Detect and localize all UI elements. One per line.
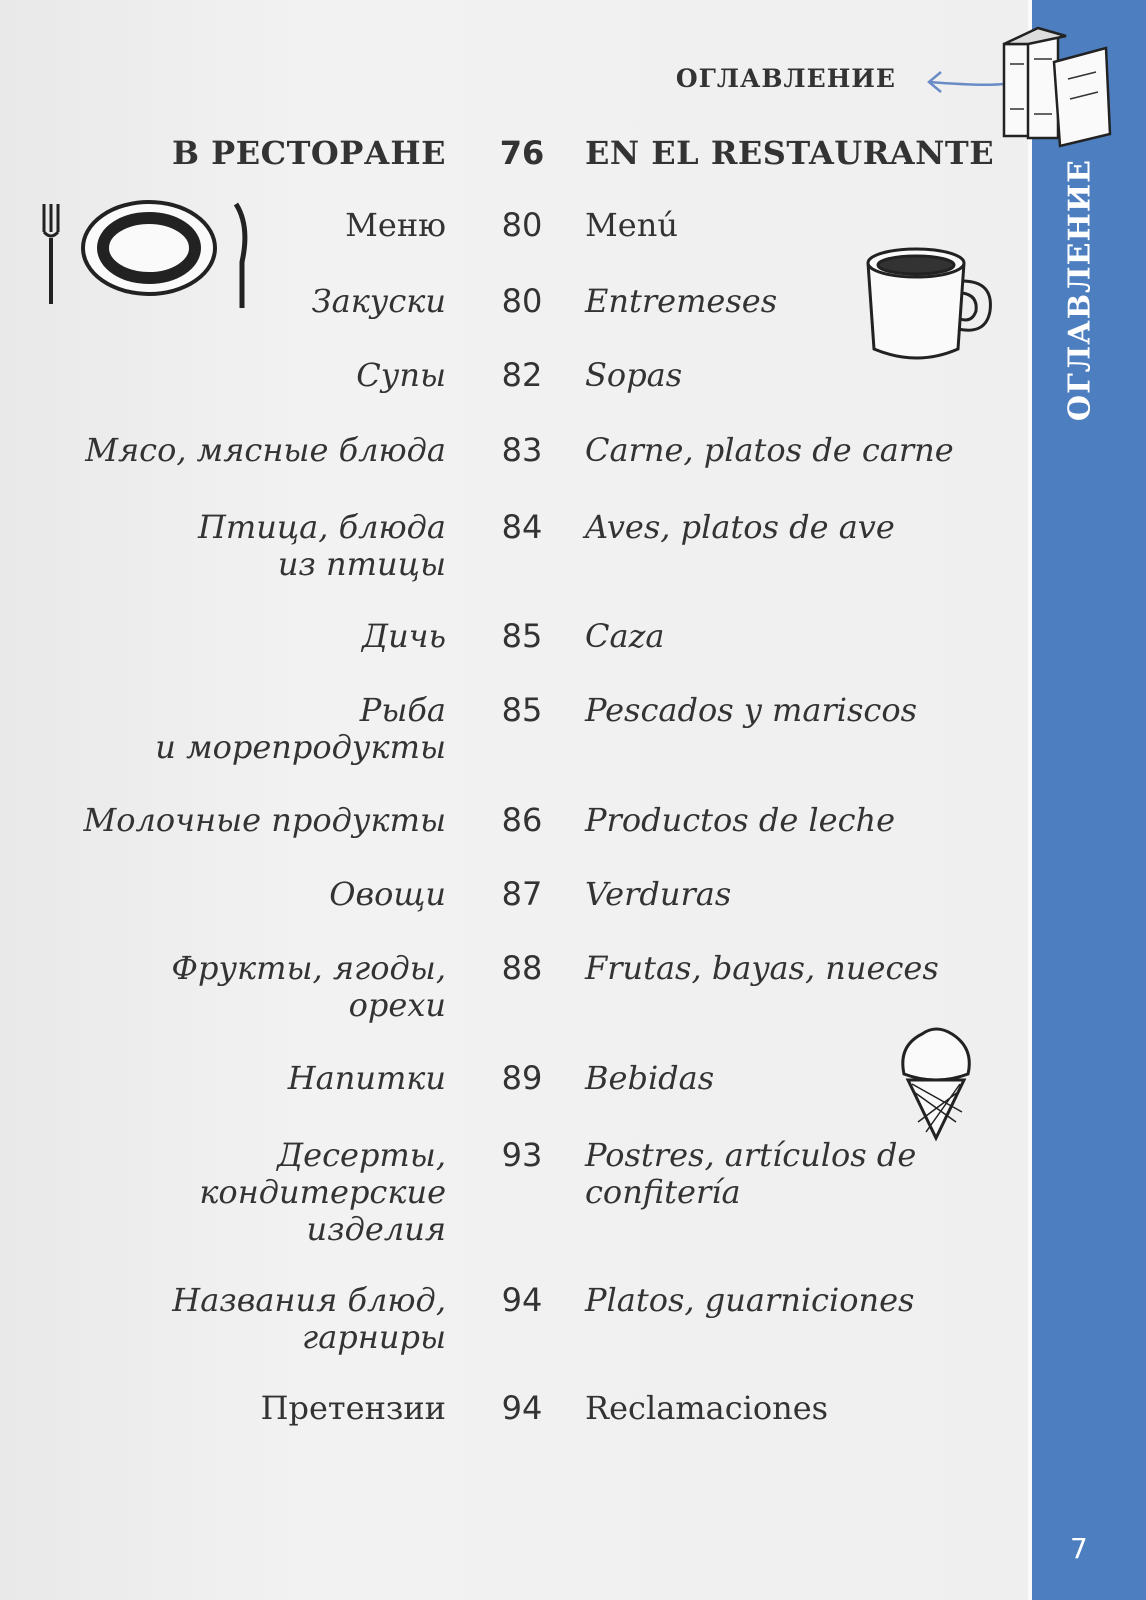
entry-es: Aves, platos de ave — [585, 508, 895, 546]
entry-ru: Мясо, мясные блюда — [85, 431, 446, 469]
entry-page: 93 — [501, 1136, 543, 1174]
entry-ru: Напитки — [287, 1059, 446, 1097]
entry-ru — [172, 1282, 446, 1356]
entry-es: Productos de leche — [585, 801, 896, 839]
entry-es: Menú — [585, 206, 678, 244]
entry-page: 85 — [501, 691, 543, 729]
entry-ru: Меню — [345, 206, 446, 244]
entry-es: Caza — [585, 617, 665, 655]
books-icon — [998, 14, 1120, 149]
ice-cream-icon — [896, 1022, 976, 1142]
entry-page: 83 — [501, 431, 543, 469]
entry-page: 89 — [501, 1059, 543, 1097]
entry-ru — [171, 950, 446, 1024]
entry-ru — [199, 1137, 446, 1248]
side-tab-label: ОГЛАВЛЕНИЕ — [1062, 158, 1098, 422]
entry-page: 87 — [501, 875, 543, 913]
entry-es: Pescados y mariscos — [585, 691, 918, 729]
entry-es: Entremeses — [585, 282, 778, 320]
entry-ru-line1: Птица, блюда — [197, 508, 446, 546]
entry-es-line2: confitería — [585, 1173, 741, 1211]
entry-ru-line2: орехи — [348, 986, 446, 1024]
entry-ru-line1: Десерты, — [277, 1136, 446, 1174]
plate-cutlery-icon — [38, 196, 258, 316]
entry-es: Carne, platos de carne — [585, 431, 954, 469]
entry-ru-line1: Фрукты, ягоды, — [171, 949, 446, 987]
entry-ru — [198, 509, 446, 583]
arrow-left-icon — [925, 62, 1005, 102]
entry-es: Reclamaciones — [585, 1389, 829, 1427]
entry-ru-line2: гарниры — [302, 1318, 446, 1356]
section-page: 76 — [499, 134, 545, 172]
entry-es: Sopas — [585, 356, 683, 394]
page-number: 7 — [1070, 1532, 1088, 1565]
entry-page: 80 — [501, 282, 543, 320]
entry-ru: Овощи — [329, 875, 446, 913]
entry-page: 88 — [501, 949, 543, 987]
entry-ru: Молочные продукты — [83, 801, 446, 839]
entry-es: Verduras — [585, 875, 732, 913]
entry-page: 94 — [501, 1389, 543, 1427]
entry-ru: Претензии — [260, 1389, 446, 1427]
section-es: EN EL RESTAURANTE — [585, 134, 995, 172]
entry-ru-line3: изделия — [306, 1210, 446, 1248]
entry-page: 82 — [501, 356, 543, 394]
entry-ru: Дичь — [362, 617, 446, 655]
entry-ru-line2: и морепродукты — [155, 728, 446, 766]
entry-page: 80 — [501, 206, 543, 244]
entry-es — [585, 1137, 916, 1211]
entry-ru: Закуски — [311, 282, 446, 320]
entry-es: Bebidas — [585, 1059, 715, 1097]
entry-page: 94 — [501, 1281, 543, 1319]
entry-ru-line2: из птицы — [277, 545, 446, 583]
entry-es: Platos, guarniciones — [585, 1281, 915, 1319]
entry-es-line1: Postres, artículos de — [585, 1136, 917, 1174]
entry-page: 85 — [501, 617, 543, 655]
entry-es: Frutas, bayas, nueces — [585, 949, 939, 987]
entry-ru: Супы — [356, 356, 446, 394]
entry-ru-line1: Рыба — [359, 691, 446, 729]
coffee-cup-icon — [862, 245, 998, 369]
entry-ru-line2: кондитерские — [199, 1173, 446, 1211]
contents-header: ОГЛАВЛЕНИЕ — [675, 64, 896, 93]
entry-ru-line1: Названия блюд, — [172, 1281, 446, 1319]
section-ru: В РЕСТОРАНЕ — [171, 134, 446, 172]
entry-page: 86 — [501, 801, 543, 839]
entry-ru — [155, 692, 446, 766]
entry-page: 84 — [501, 508, 543, 546]
